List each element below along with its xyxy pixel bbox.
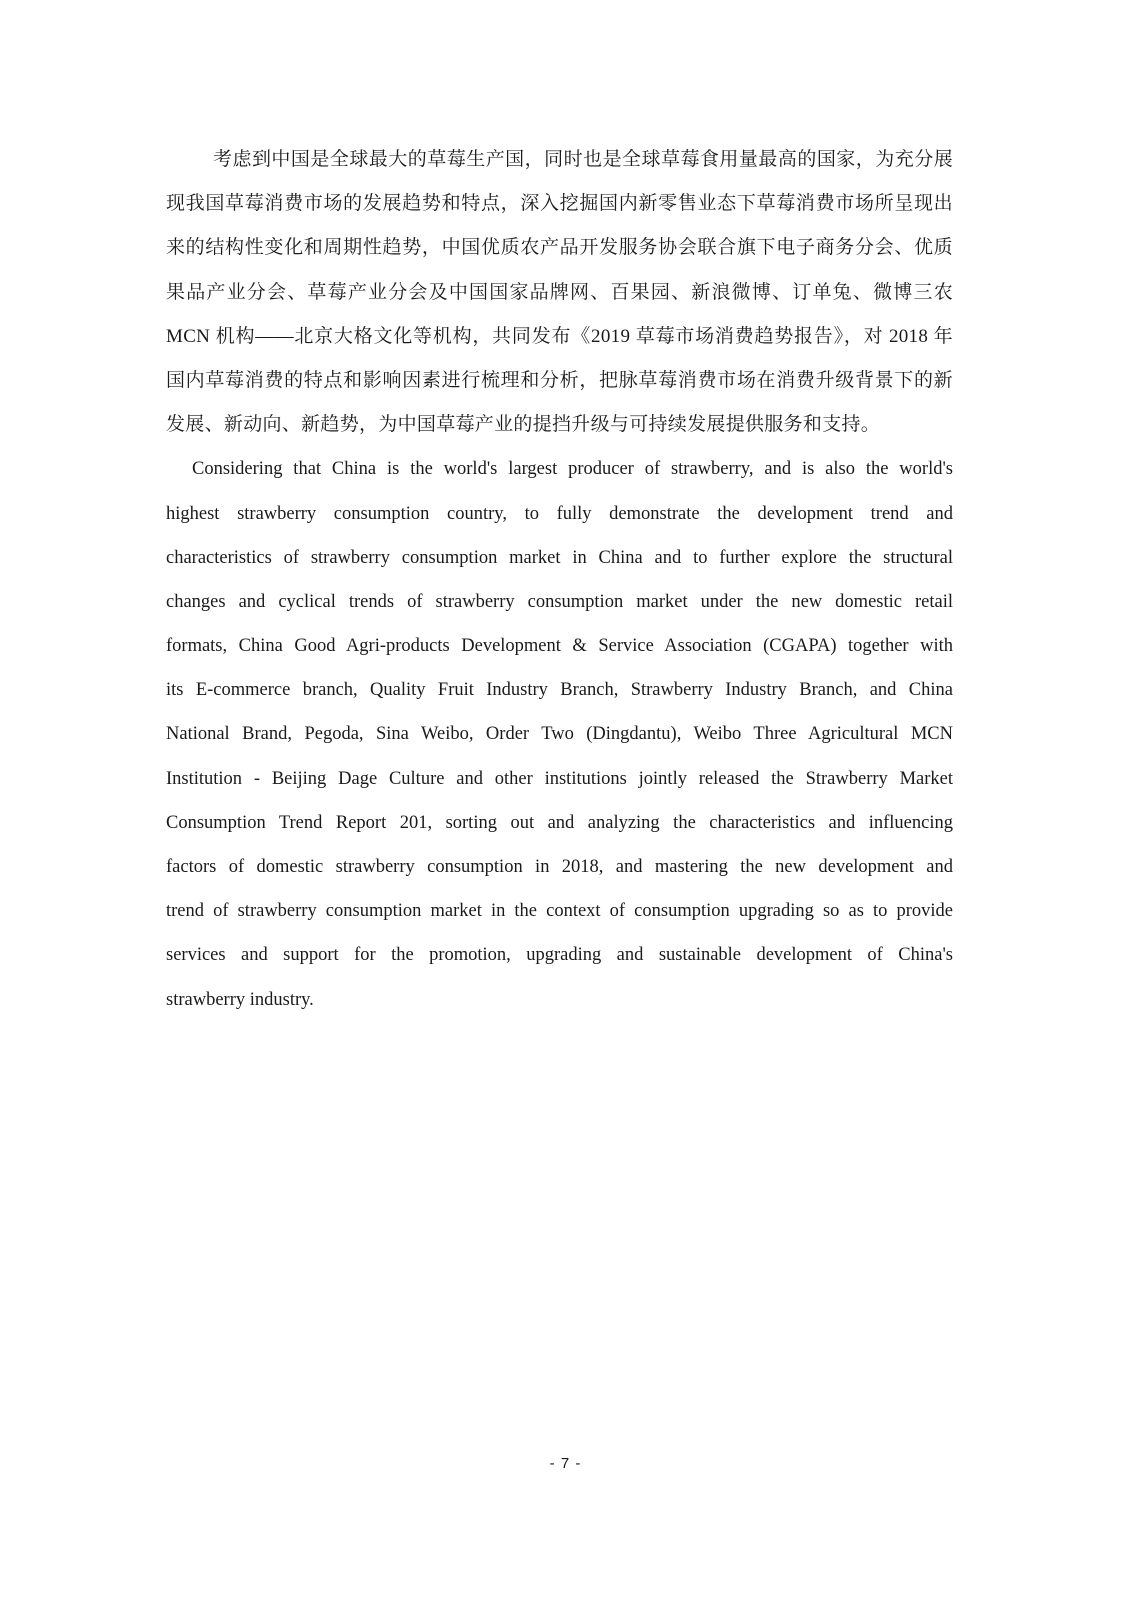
chinese-paragraph [166,138,953,447]
text-line: its E-commerce branch, Quality Fruit Industry Branch, Strawberry Industry Branch, and China [166,680,953,701]
report-body [166,138,953,1022]
text-line: formats, China Good Agri-products Development & Service Association (CGAPA) together with [166,636,953,657]
text-line: services and support for the promotion, upgrading and sustainable development of China's [166,945,953,966]
text-line: Institution - Beijing Dage Culture and other institutions jointly released the Strawberry Market [166,768,953,789]
text-line: 发展、新动向、新趋势，为中国草莓产业的提挡升级与可持续发展提供服务和支持。 [166,414,881,436]
text-line: 果品产业分会、草莓产业分会及中国国家品牌网、百果园、新浪微博、订单兔、微博三农 [166,281,953,303]
text-line: trend of strawberry consumption market in the context of consumption upgrading so as to provide [166,901,953,922]
text-line: strawberry industry. [166,989,314,1010]
text-line: 来的结构性变化和周期性趋势，中国优质农产品开发服务协会联合旗下电子商务分会、优质 [166,237,953,259]
text-line: factors of domestic strawberry consumption in 2018, and mastering the new development and [166,857,953,877]
text-line: highest strawberry consumption country, to fully demonstrate the development trend and [166,503,953,524]
text-line: National Brand, Pegoda, Sina Weibo, Order Two (Dingdantu), Weibo Three Agricultural MCN [166,724,953,745]
text-line: Consumption Trend Report 201, sorting out and analyzing the characteristics and influencing [166,812,953,833]
text-line: Considering that China is the world's largest producer of strawberry, and is also the world's [192,459,953,480]
page-number: - 7 - [549,1455,582,1472]
text-line: 国内草莓消费的特点和影响因素进行梳理和分析，把脉草莓消费市场在消费升级背景下的新 [166,369,953,391]
text-line: changes and cyclical trends of strawberry consumption market under the new domestic retail [166,591,953,612]
english-paragraph [166,447,953,1021]
text-line: characteristics of strawberry consumption market in China and to further explore the structural [166,547,953,568]
text-line: 考虑到中国是全球最大的草莓生产国，同时也是全球草莓食用量最高的国家，为充分展 [213,149,953,170]
text-line: 现我国草莓消费市场的发展趋势和特点，深入挖掘国内新零售业态下草莓消费市场所呈现出 [166,193,953,215]
text-line: MCN 机构——北京大格文化等机构，共同发布《2019 草莓市场消费趋势报告》，对 2018 年 [166,325,953,347]
